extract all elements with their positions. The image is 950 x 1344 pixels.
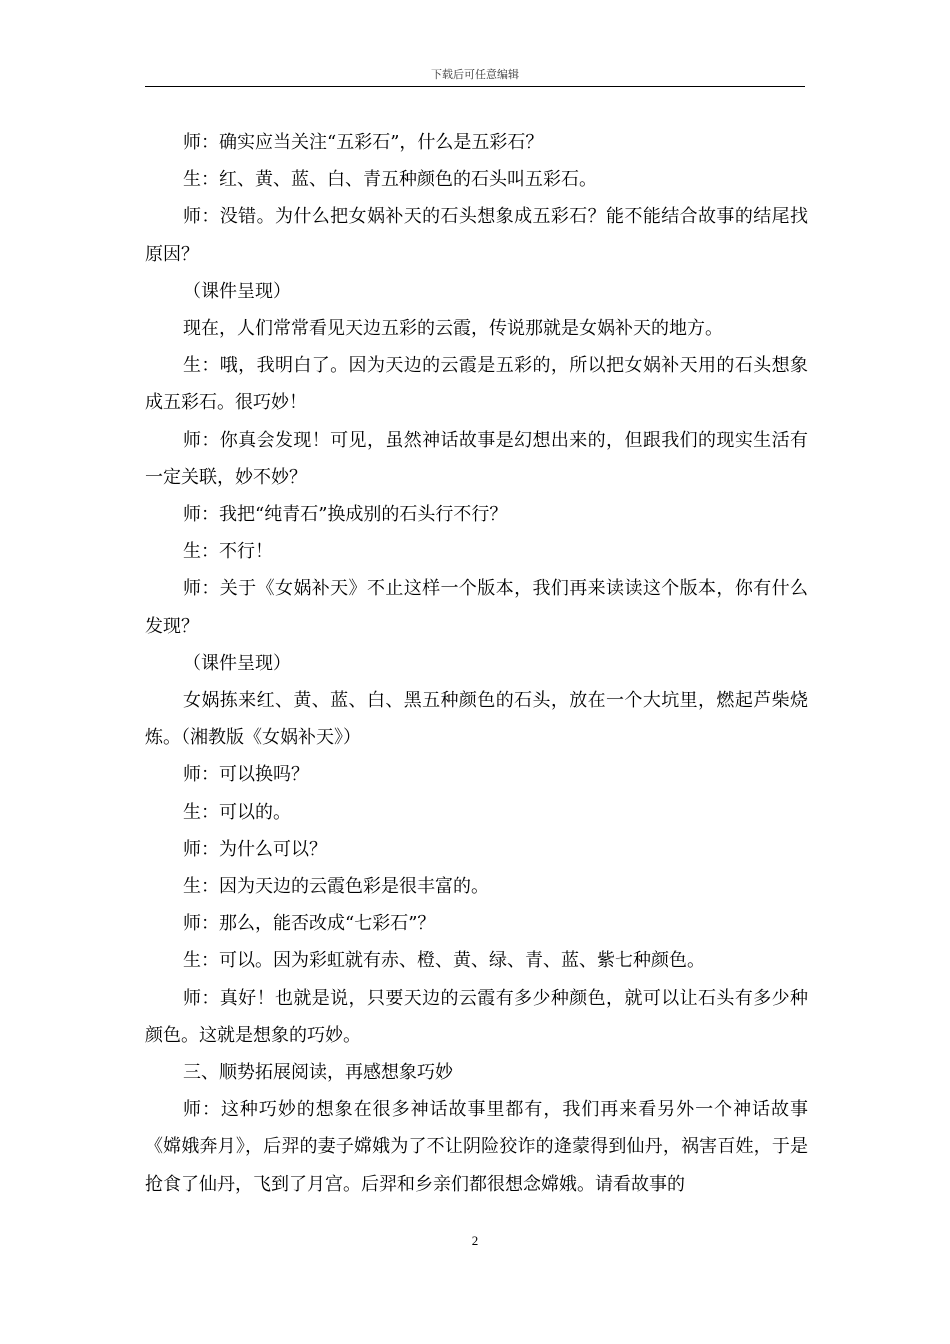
paragraph: 生：因为天边的云霞色彩是很丰富的。 [183, 876, 489, 898]
paragraph: 生：可以。因为彩虹就有赤、橙、黄、绿、青、蓝、紫七种颜色。 [183, 950, 705, 972]
paragraph: 师：可以换吗？ [183, 764, 309, 786]
paragraph: 师：没错。为什么把女娲补天的石头想象成五彩石？能不能结合故事的结尾找原因？ [145, 206, 808, 265]
paragraph: 生：可以的。 [183, 801, 291, 823]
section-heading: 三、顺势拓展阅读，再感想象巧妙 [183, 1062, 453, 1084]
paragraph: （课件呈现） [183, 280, 291, 302]
page-header: 下载后可任意编辑 [431, 68, 519, 81]
paragraph: 生：红、黄、蓝、白、青五种颜色的石头叫五彩石。 [183, 169, 597, 191]
header-rule [145, 86, 805, 87]
paragraph: 师：真好！也就是说，只要天边的云霞有多少种颜色，就可以让石头有多少种颜色。这就是想象的巧妙。 [145, 987, 808, 1046]
paragraph: 生：哦，我明白了。因为天边的云霞是五彩的，所以把女娲补天用的石头想象成五彩石。很巧妙！ [145, 355, 808, 414]
paragraph: 师：这种巧妙的想象在很多神话故事里都有，我们再来看另外一个神话故事《嫦娥奔月》，后羿的妻子嫦娥为了不让阴险狡诈的逄蒙得到仙丹，祸害百姓，于是抢食了仙丹，飞到了月宫。后羿和乡亲们都很想念嫦娥。请看故事的 [145, 1099, 808, 1195]
page-number: 2 [471, 1233, 479, 1248]
paragraph: 师：我把“纯青石”换成别的石头行不行？ [183, 504, 508, 526]
document-body [145, 124, 808, 1203]
paragraph: 生：不行！ [183, 541, 273, 563]
paragraph: （课件呈现） [183, 652, 291, 674]
paragraph: 女娲拣来红、黄、蓝、白、黑五种颜色的石头，放在一个大坑里，燃起芦柴烧炼。（湘教版《女娲补天》） [145, 690, 808, 749]
paragraph: 师：关于《女娲补天》不止这样一个版本，我们再来读读这个版本，你有什么发现？ [145, 578, 808, 637]
paragraph: 师：你真会发现！可见，虽然神话故事是幻想出来的，但跟我们的现实生活有一定关联，妙不妙？ [145, 429, 808, 488]
paragraph: 现在，人们常常看见天边五彩的云霞，传说那就是女娲补天的地方。 [183, 318, 723, 340]
paragraph: 师：那么，能否改成“七彩石”？ [183, 913, 436, 935]
paragraph: 师：确实应当关注“五彩石”，什么是五彩石？ [183, 132, 544, 153]
paragraph: 师：为什么可以？ [183, 838, 327, 860]
